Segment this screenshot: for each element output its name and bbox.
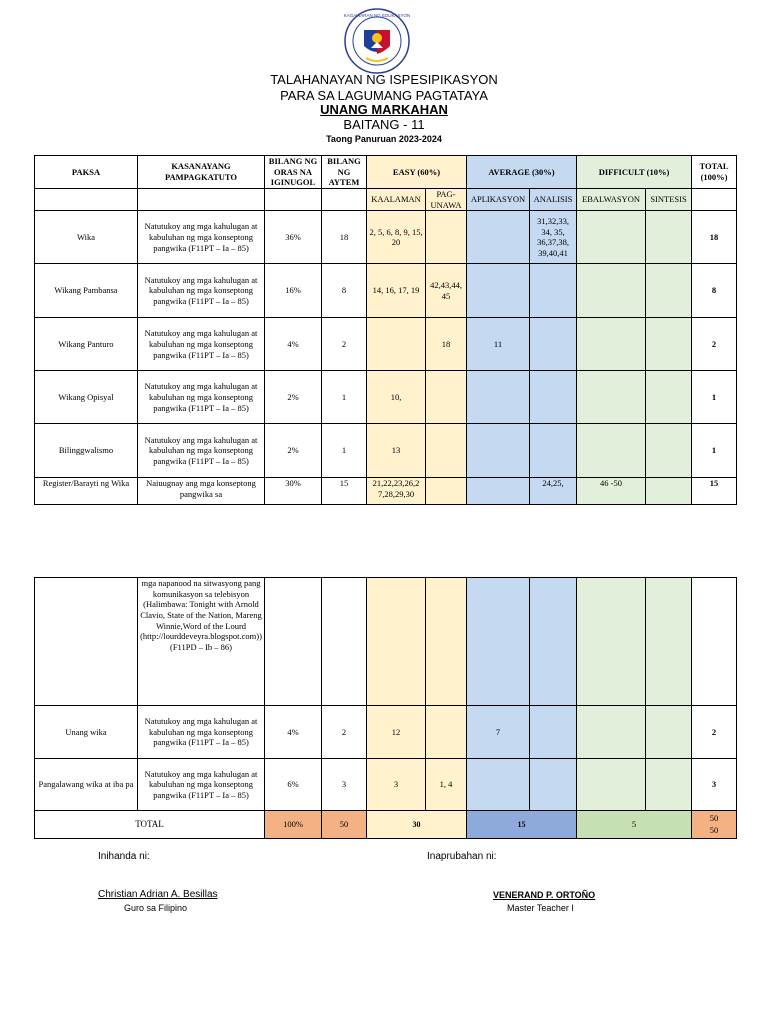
analisis-cell: 24,25, bbox=[530, 478, 577, 505]
continued-competency: mga napanood na sitwasyong pang komunikasyon sa telebisyon (Halimbawa: Tonight with Arnold Clavio, State of the Nation, Mareng Winnie,Word of the Lourd (http://lourddeveyra.blogspot.com)) (F11PD – Ib – 86) bbox=[138, 578, 265, 706]
ebalwasyon-cell bbox=[577, 211, 646, 264]
ebalwasyon-cell bbox=[577, 264, 646, 318]
row-total-cell: 2 bbox=[692, 706, 737, 759]
pagunawa-cell bbox=[426, 211, 467, 264]
ebalwasyon-cell bbox=[577, 706, 646, 759]
kaalaman-cell: 12 bbox=[367, 706, 426, 759]
kaalaman-cell bbox=[367, 318, 426, 371]
hours-cell: 6% bbox=[265, 759, 322, 811]
totals-label: TOTAL bbox=[35, 811, 265, 839]
kaalaman-cell: 2, 5, 6, 8, 9, 15, 20 bbox=[367, 211, 426, 264]
table-row bbox=[35, 706, 737, 759]
col-difficult: DIFFICULT (10%) bbox=[577, 156, 692, 189]
totals-difficult: 5 bbox=[577, 811, 692, 839]
row-total-cell: 8 bbox=[692, 264, 737, 318]
paksa-cell: Wikang Pambansa bbox=[35, 264, 138, 318]
col-easy: EASY (60%) bbox=[367, 156, 467, 189]
aplikasyon-cell bbox=[467, 211, 530, 264]
table-row bbox=[35, 478, 737, 505]
items-count-cell: 2 bbox=[322, 318, 367, 371]
items-count-cell: 18 bbox=[322, 211, 367, 264]
ebalwasyon-cell bbox=[577, 424, 646, 478]
sintesis-cell bbox=[646, 759, 692, 811]
sintesis-cell bbox=[646, 424, 692, 478]
doc-subtitle: PARA SA LAGUMANG PAGTATAYA bbox=[280, 88, 488, 103]
totals-easy: 30 bbox=[367, 811, 467, 839]
table-row bbox=[35, 318, 737, 371]
hours-cell: 4% bbox=[265, 318, 322, 371]
kaalaman-cell: 3 bbox=[367, 759, 426, 811]
table-row bbox=[35, 371, 737, 424]
table-row bbox=[35, 424, 737, 478]
hours-cell: 2% bbox=[265, 371, 322, 424]
paksa-cell: Unang wika bbox=[35, 706, 138, 759]
table-row bbox=[35, 211, 737, 264]
row-total-cell: 1 bbox=[692, 371, 737, 424]
ebalwasyon-cell bbox=[577, 318, 646, 371]
col-kasanayan: KASANAYANG PAMPAGKATUTO bbox=[138, 156, 265, 189]
sintesis-cell bbox=[646, 318, 692, 371]
table-row bbox=[35, 264, 737, 318]
pagunawa-cell bbox=[426, 478, 467, 505]
competency-cell: Natutukoy ang mga kahulugan at kabuluhan ng mga konseptong pangwika (F11PT – Ia – 85) bbox=[138, 318, 265, 371]
hours-cell: 30% bbox=[265, 478, 322, 505]
sintesis-cell bbox=[646, 478, 692, 505]
items-count-cell: 1 bbox=[322, 371, 367, 424]
pagunawa-cell: 42,43,44, 45 bbox=[426, 264, 467, 318]
paksa-cell: Wika bbox=[35, 211, 138, 264]
col-average: AVERAGE (30%) bbox=[467, 156, 577, 189]
competency-cell: Natutukoy ang mga kahulugan at kabuluhan ng mga konseptong pangwika (F11PT – Ia – 85) bbox=[138, 424, 265, 478]
totals-total-2: 50 bbox=[709, 824, 719, 835]
ebalwasyon-cell bbox=[577, 759, 646, 811]
totals-oras: 100% bbox=[265, 811, 322, 839]
aplikasyon-cell bbox=[467, 759, 530, 811]
paksa-cell: Register/Barayti ng Wika bbox=[35, 478, 138, 505]
specification-table-continued bbox=[34, 577, 737, 839]
pagunawa-cell bbox=[426, 371, 467, 424]
paksa-cell: Wikang Panturo bbox=[35, 318, 138, 371]
items-count-cell: 8 bbox=[322, 264, 367, 318]
aplikasyon-cell: 11 bbox=[467, 318, 530, 371]
analisis-cell bbox=[530, 371, 577, 424]
paksa-cell: Pangalawang wika at iba pa bbox=[35, 759, 138, 811]
deped-seal-logo bbox=[344, 8, 410, 74]
pagunawa-cell: 18 bbox=[426, 318, 467, 371]
totals-total bbox=[692, 811, 737, 839]
competency-cell: Natutukoy ang mga kahulugan at kabuluhan ng mga konseptong pangwika (F11PT – Ia – 85) bbox=[138, 759, 265, 811]
aplikasyon-cell bbox=[467, 264, 530, 318]
col-kaalaman: KAALAMAN bbox=[367, 189, 426, 211]
row-total-cell: 18 bbox=[692, 211, 737, 264]
competency-cell: Natutukoy ang mga kahulugan at kabuluhan ng mga konseptong pangwika (F11PT – Ia – 85) bbox=[138, 706, 265, 759]
ebalwasyon-cell bbox=[577, 371, 646, 424]
col-pagunawa: PAG-UNAWA bbox=[426, 189, 467, 211]
totals-average: 15 bbox=[467, 811, 577, 839]
items-count-cell: 3 bbox=[322, 759, 367, 811]
approver-title: Master Teacher I bbox=[507, 903, 574, 913]
col-oras: BILANG NG ORAS NA IGINUGOL bbox=[265, 156, 322, 189]
col-aytem: BILANG NG AYTEM bbox=[322, 156, 367, 189]
preparer-name: Christian Adrian A. Besillas bbox=[98, 889, 218, 900]
approved-by-label: Inaprubahan ni: bbox=[427, 851, 497, 862]
analisis-cell bbox=[530, 759, 577, 811]
hours-cell: 16% bbox=[265, 264, 322, 318]
doc-title: TALAHANAYAN NG ISPESIPIKASYON bbox=[270, 72, 498, 87]
sintesis-cell bbox=[646, 211, 692, 264]
col-aplikasyon: APLIKASYON bbox=[467, 189, 530, 211]
competency-cell: Natutukoy ang mga kahulugan at kabuluhan ng mga konseptong pangwika (F11PT – Ia – 85) bbox=[138, 371, 265, 424]
kaalaman-cell: 13 bbox=[367, 424, 426, 478]
sintesis-cell bbox=[646, 706, 692, 759]
competency-cell: Naiuugnay ang mga konseptong pangwika sa bbox=[138, 478, 265, 505]
items-count-cell: 2 bbox=[322, 706, 367, 759]
row-total-cell: 15 bbox=[692, 478, 737, 505]
aplikasyon-cell bbox=[467, 478, 530, 505]
analisis-cell: 31,32,33, 34, 35, 36,37,38, 39,40,41 bbox=[530, 211, 577, 264]
totals-aytem: 50 bbox=[322, 811, 367, 839]
quarter-title: UNANG MARKAHAN bbox=[320, 102, 448, 117]
sintesis-cell bbox=[646, 264, 692, 318]
col-sintesis: SINTESIS bbox=[646, 189, 692, 211]
analisis-cell bbox=[530, 424, 577, 478]
analisis-cell bbox=[530, 264, 577, 318]
analisis-cell bbox=[530, 318, 577, 371]
aplikasyon-cell bbox=[467, 424, 530, 478]
col-ebalwasyon: EBALWASYON bbox=[577, 189, 646, 211]
items-count-cell: 1 bbox=[322, 424, 367, 478]
specification-table bbox=[34, 155, 737, 505]
analisis-cell bbox=[530, 706, 577, 759]
col-paksa: PAKSA bbox=[35, 156, 138, 189]
ebalwasyon-cell: 46 -50 bbox=[577, 478, 646, 505]
totals-total-1: 50 bbox=[709, 813, 719, 824]
paksa-cell: Wikang Opisyal bbox=[35, 371, 138, 424]
preparer-title: Guro sa Filipino bbox=[124, 903, 188, 913]
aplikasyon-cell: 7 bbox=[467, 706, 530, 759]
row-total-cell: 2 bbox=[692, 318, 737, 371]
table-row bbox=[35, 759, 737, 811]
school-year: Taong Panuruan 2023-2024 bbox=[326, 134, 442, 144]
pagunawa-cell: 1, 4 bbox=[426, 759, 467, 811]
svg-text:KAGAWARAN NG EDUKASYON: KAGAWARAN NG EDUKASYON bbox=[344, 13, 410, 18]
hours-cell: 36% bbox=[265, 211, 322, 264]
row-total-cell: 3 bbox=[692, 759, 737, 811]
pagunawa-cell bbox=[426, 706, 467, 759]
items-count-cell: 15 bbox=[322, 478, 367, 505]
aplikasyon-cell bbox=[467, 371, 530, 424]
sintesis-cell bbox=[646, 371, 692, 424]
grade-level: BAITANG - 11 bbox=[343, 117, 425, 132]
prepared-by-label: Inihanda ni: bbox=[98, 851, 150, 862]
kaalaman-cell: 10, bbox=[367, 371, 426, 424]
paksa-cell: Bilinggwalismo bbox=[35, 424, 138, 478]
col-total: TOTAL (100%) bbox=[692, 156, 737, 189]
kaalaman-cell: 14, 16, 17, 19 bbox=[367, 264, 426, 318]
row-total-cell: 1 bbox=[692, 424, 737, 478]
competency-cell: Natutukoy ang mga kahulugan at kabuluhan ng mga konseptong pangwika (F11PT – Ia – 85) bbox=[138, 211, 265, 264]
approver-name: VENERAND P. ORTOÑO bbox=[493, 890, 596, 900]
hours-cell: 2% bbox=[265, 424, 322, 478]
competency-cell: Natutukoy ang mga kahulugan at kabuluhan ng mga konseptong pangwika (F11PT – Ia – 85) bbox=[138, 264, 265, 318]
hours-cell: 4% bbox=[265, 706, 322, 759]
kaalaman-cell: 21,22,23,26,2 7,28,29,30 bbox=[367, 478, 426, 505]
col-analisis: ANALISIS bbox=[530, 189, 577, 211]
pagunawa-cell bbox=[426, 424, 467, 478]
